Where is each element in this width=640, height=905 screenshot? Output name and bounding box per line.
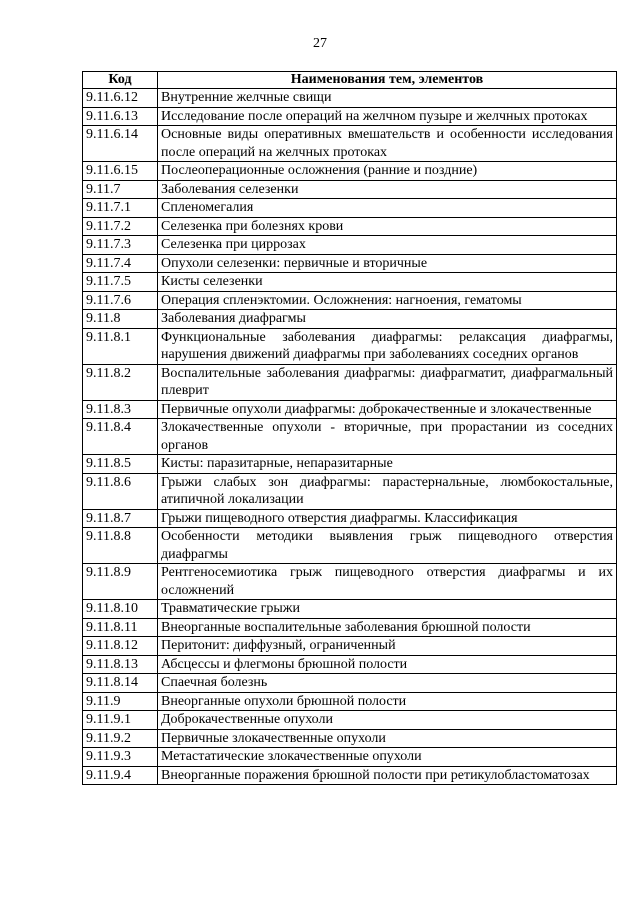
table-row	[83, 473, 617, 509]
row-name: Внутренние желчные свищи	[158, 89, 617, 108]
table-row	[83, 655, 617, 674]
row-name: Абсцессы и флегмоны брюшной полости	[158, 655, 617, 674]
row-name: Селезенка при циррозах	[158, 236, 617, 255]
table-row	[83, 310, 617, 329]
row-name: Спленомегалия	[158, 199, 617, 218]
row-code: 9.11.7.2	[83, 217, 158, 236]
row-code: 9.11.7.5	[83, 273, 158, 292]
table-row	[83, 180, 617, 199]
row-code: 9.11.6.12	[83, 89, 158, 108]
table-row	[83, 217, 617, 236]
row-name: Перитонит: диффузный, ограниченный	[158, 637, 617, 656]
row-code: 9.11.8.12	[83, 637, 158, 656]
table-row	[83, 107, 617, 126]
header-code: Код	[83, 72, 158, 89]
row-name: Злокачественные опухоли - вторичные, при прорастании из соседних органов	[158, 419, 617, 455]
row-name: Доброкачественные опухоли	[158, 711, 617, 730]
table-row	[83, 199, 617, 218]
table-row	[83, 729, 617, 748]
table-header-row	[83, 72, 617, 89]
row-name: Опухоли селезенки: первичные и вторичные	[158, 254, 617, 273]
table-row	[83, 291, 617, 310]
row-code: 9.11.8.11	[83, 618, 158, 637]
row-code: 9.11.7.1	[83, 199, 158, 218]
row-code: 9.11.9	[83, 692, 158, 711]
row-name: Первичные опухоли диафрагмы: доброкачественные и злокачественные	[158, 400, 617, 419]
page-number: 27	[313, 36, 327, 51]
table-row	[83, 711, 617, 730]
table-row	[83, 528, 617, 564]
row-name: Основные виды оперативных вмешательств и особенности исследования после операций на желчных протоках	[158, 126, 617, 162]
row-name: Заболевания диафрагмы	[158, 310, 617, 329]
row-code: 9.11.7.6	[83, 291, 158, 310]
table-row	[83, 692, 617, 711]
row-code: 9.11.8.1	[83, 328, 158, 364]
row-name: Кисты селезенки	[158, 273, 617, 292]
row-name: Внеорганные опухоли брюшной полости	[158, 692, 617, 711]
row-code: 9.11.9.2	[83, 729, 158, 748]
row-code: 9.11.7.4	[83, 254, 158, 273]
row-name: Функциональные заболевания диафрагмы: релаксация диафрагмы, нарушения движений диафрагмы при заболеваниях соседних органов	[158, 328, 617, 364]
row-name: Воспалительные заболевания диафрагмы: диафрагматит, диафрагмальный плеврит	[158, 364, 617, 400]
row-name: Заболевания селезенки	[158, 180, 617, 199]
table-row	[83, 89, 617, 108]
table-row	[83, 600, 617, 619]
row-code: 9.11.9.3	[83, 748, 158, 767]
row-code: 9.11.8.3	[83, 400, 158, 419]
table-row	[83, 236, 617, 255]
row-name: Грыжи слабых зон диафрагмы: парастернальные, люмбокостальные, атипичной локализации	[158, 473, 617, 509]
row-name: Послеоперационные осложнения (ранние и поздние)	[158, 162, 617, 181]
row-name: Операция спленэктомии. Осложнения: нагноения, гематомы	[158, 291, 617, 310]
row-code: 9.11.7.3	[83, 236, 158, 255]
topics-table	[82, 71, 617, 785]
row-code: 9.11.8.10	[83, 600, 158, 619]
header-name: Наименования тем, элементов	[158, 72, 617, 89]
row-name: Внеорганные поражения брюшной полости при ретикулобластоматозах	[158, 766, 617, 785]
row-name: Селезенка при болезнях крови	[158, 217, 617, 236]
row-code: 9.11.8.5	[83, 455, 158, 474]
table-row	[83, 748, 617, 767]
row-code: 9.11.8.9	[83, 564, 158, 600]
row-name: Метастатические злокачественные опухоли	[158, 748, 617, 767]
row-code: 9.11.8.13	[83, 655, 158, 674]
row-code: 9.11.8.8	[83, 528, 158, 564]
row-name: Грыжи пищеводного отверстия диафрагмы. Классификация	[158, 509, 617, 528]
row-name: Особенности методики выявления грыж пищеводного отверстия диафрагмы	[158, 528, 617, 564]
row-name: Исследование после операций на желчном пузыре и желчных протоках	[158, 107, 617, 126]
row-name: Кисты: паразитарные, непаразитарные	[158, 455, 617, 474]
row-code: 9.11.8.2	[83, 364, 158, 400]
row-code: 9.11.9.1	[83, 711, 158, 730]
row-name: Спаечная болезнь	[158, 674, 617, 693]
row-code: 9.11.8	[83, 310, 158, 329]
row-name: Первичные злокачественные опухоли	[158, 729, 617, 748]
table-row	[83, 126, 617, 162]
table-row	[83, 400, 617, 419]
table-row	[83, 455, 617, 474]
row-code: 9.11.8.4	[83, 419, 158, 455]
row-name: Травматические грыжи	[158, 600, 617, 619]
table-row	[83, 254, 617, 273]
row-name: Рентгеносемиотика грыж пищеводного отверстия диафрагмы и их осложнений	[158, 564, 617, 600]
table-row	[83, 618, 617, 637]
row-code: 9.11.8.14	[83, 674, 158, 693]
table-row	[83, 162, 617, 181]
row-code: 9.11.6.14	[83, 126, 158, 162]
table-row	[83, 674, 617, 693]
row-code: 9.11.8.7	[83, 509, 158, 528]
row-code: 9.11.6.13	[83, 107, 158, 126]
table-row	[83, 419, 617, 455]
table-row	[83, 364, 617, 400]
row-name: Внеорганные воспалительные заболевания брюшной полости	[158, 618, 617, 637]
table-row	[83, 637, 617, 656]
table-row	[83, 273, 617, 292]
table-row	[83, 564, 617, 600]
row-code: 9.11.9.4	[83, 766, 158, 785]
row-code: 9.11.6.15	[83, 162, 158, 181]
row-code: 9.11.7	[83, 180, 158, 199]
row-code: 9.11.8.6	[83, 473, 158, 509]
table-row	[83, 766, 617, 785]
table-row	[83, 509, 617, 528]
table-row	[83, 328, 617, 364]
